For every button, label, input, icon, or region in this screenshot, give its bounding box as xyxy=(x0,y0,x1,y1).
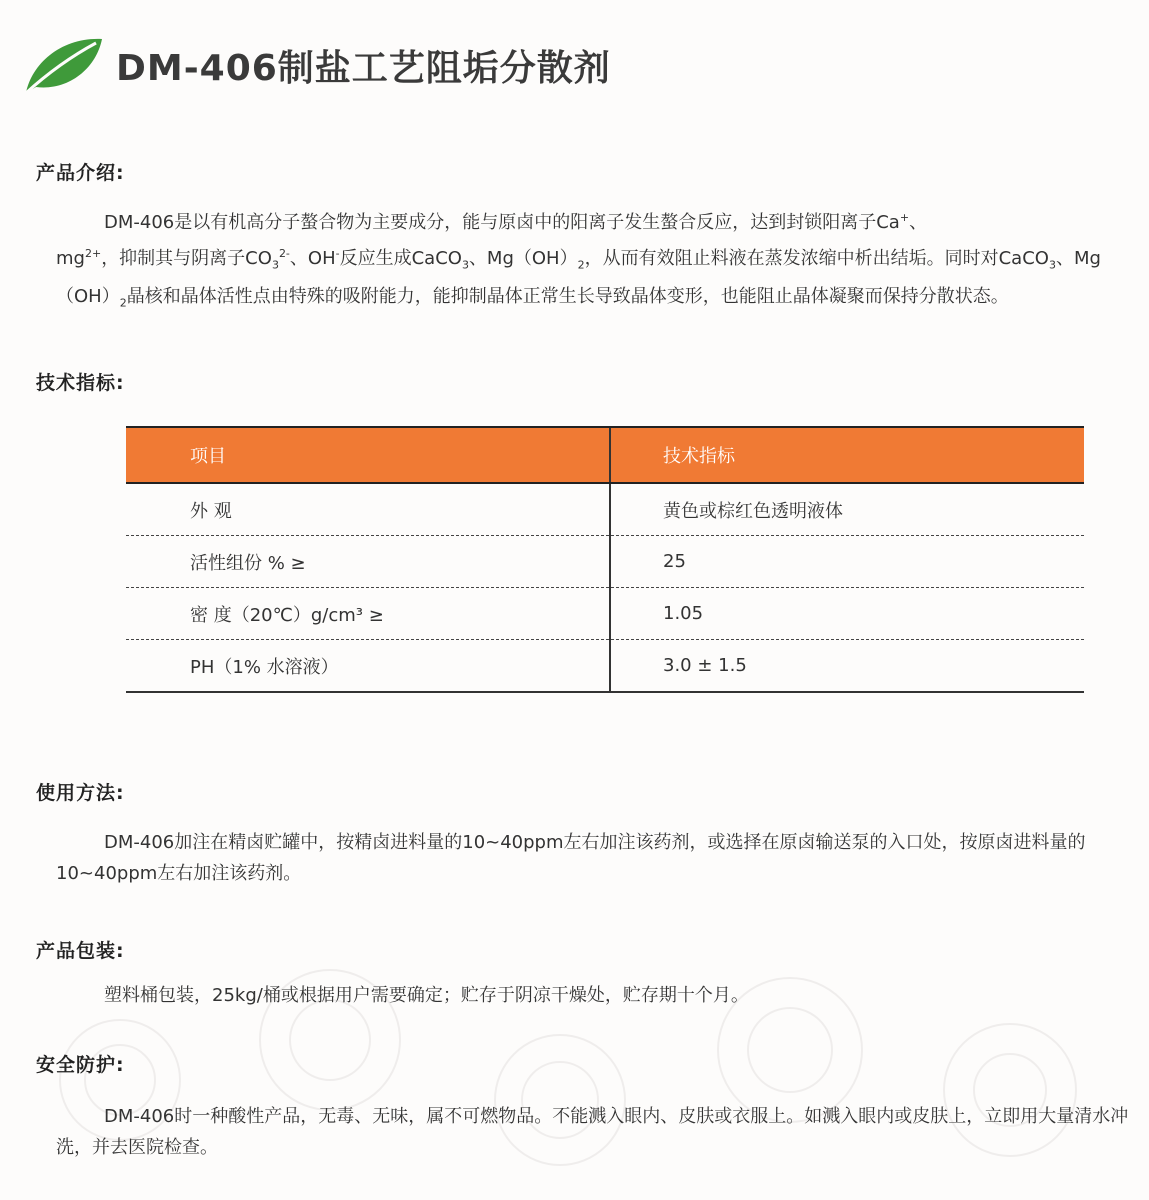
column-header-item: 项目 xyxy=(126,427,610,483)
spec-value: 1.05 xyxy=(610,588,1084,640)
spec-value: 3.0 ± 1.5 xyxy=(610,640,1084,693)
table-row xyxy=(126,536,1084,588)
safety-heading: 安全防护: xyxy=(36,1054,125,1076)
table-row xyxy=(126,483,1084,536)
usage-paragraph: DM-406加注在精卤贮罐中，按精卤进料量的10~40ppm左右加注该药剂，或选择在原卤输送泵的入口处，按原卤进料量的10~40ppm左右加注该药剂。 xyxy=(56,832,1086,884)
spec-item: 外 观 xyxy=(126,483,610,536)
intro-paragraph: DM-406是以有机高分子螯合物为主要成分，能与原卤中的阳离子发生螯合反应，达到封锁阳离子Ca+、 $mg^{2+}$，抑制其与阴离子$CO_3^{2-}$、OH-反应生成CaCO$_3$、$Mg(OH)_2$，从而有效阻止料液在蒸发浓缩中析出结垢。同时对CaCO$_3$、$Mg(OH)_2$晶核和晶体活性点由特殊的吸附能力，能抑制晶体正常生长导致晶体变形，也能阻止晶体凝聚而保持分散状态。 xyxy=(56,211,1101,310)
column-header-value: 技术指标 xyxy=(610,427,1084,483)
intro-heading: 产品介绍: xyxy=(36,162,125,184)
packaging-paragraph: 塑料桶包装，25kg/桶或根据用户需要确定；贮存于阴凉干燥处，贮存期十个月。 xyxy=(104,985,749,1006)
table-row xyxy=(126,640,1084,693)
packaging-heading: 产品包装: xyxy=(36,940,125,962)
spec-item: PH（1% 水溶液） xyxy=(126,640,610,693)
spec-table xyxy=(126,426,1084,693)
spec-item: 活性组份 % ≥ xyxy=(126,536,610,588)
safety-paragraph: DM-406时一种酸性产品，无毒、无味，属不可燃物品。不能溅入眼内、皮肤或衣服上。如溅入眼内或皮肤上，立即用大量清水冲洗，并去医院检查。 xyxy=(56,1106,1129,1158)
page-title: DM-406制盐工艺阻垢分散剂 xyxy=(116,47,611,89)
table-row xyxy=(126,588,1084,640)
header xyxy=(22,30,611,100)
usage-heading: 使用方法: xyxy=(36,782,125,804)
spec-value: 25 xyxy=(610,536,1084,588)
spec-value: 黄色或棕红色透明液体 xyxy=(610,483,1084,536)
specs-heading: 技术指标: xyxy=(36,372,125,394)
spec-item: 密 度（20℃）g/cm³ ≥ xyxy=(126,588,610,640)
leaf-icon xyxy=(22,33,104,97)
spec-table-header xyxy=(126,427,1084,483)
